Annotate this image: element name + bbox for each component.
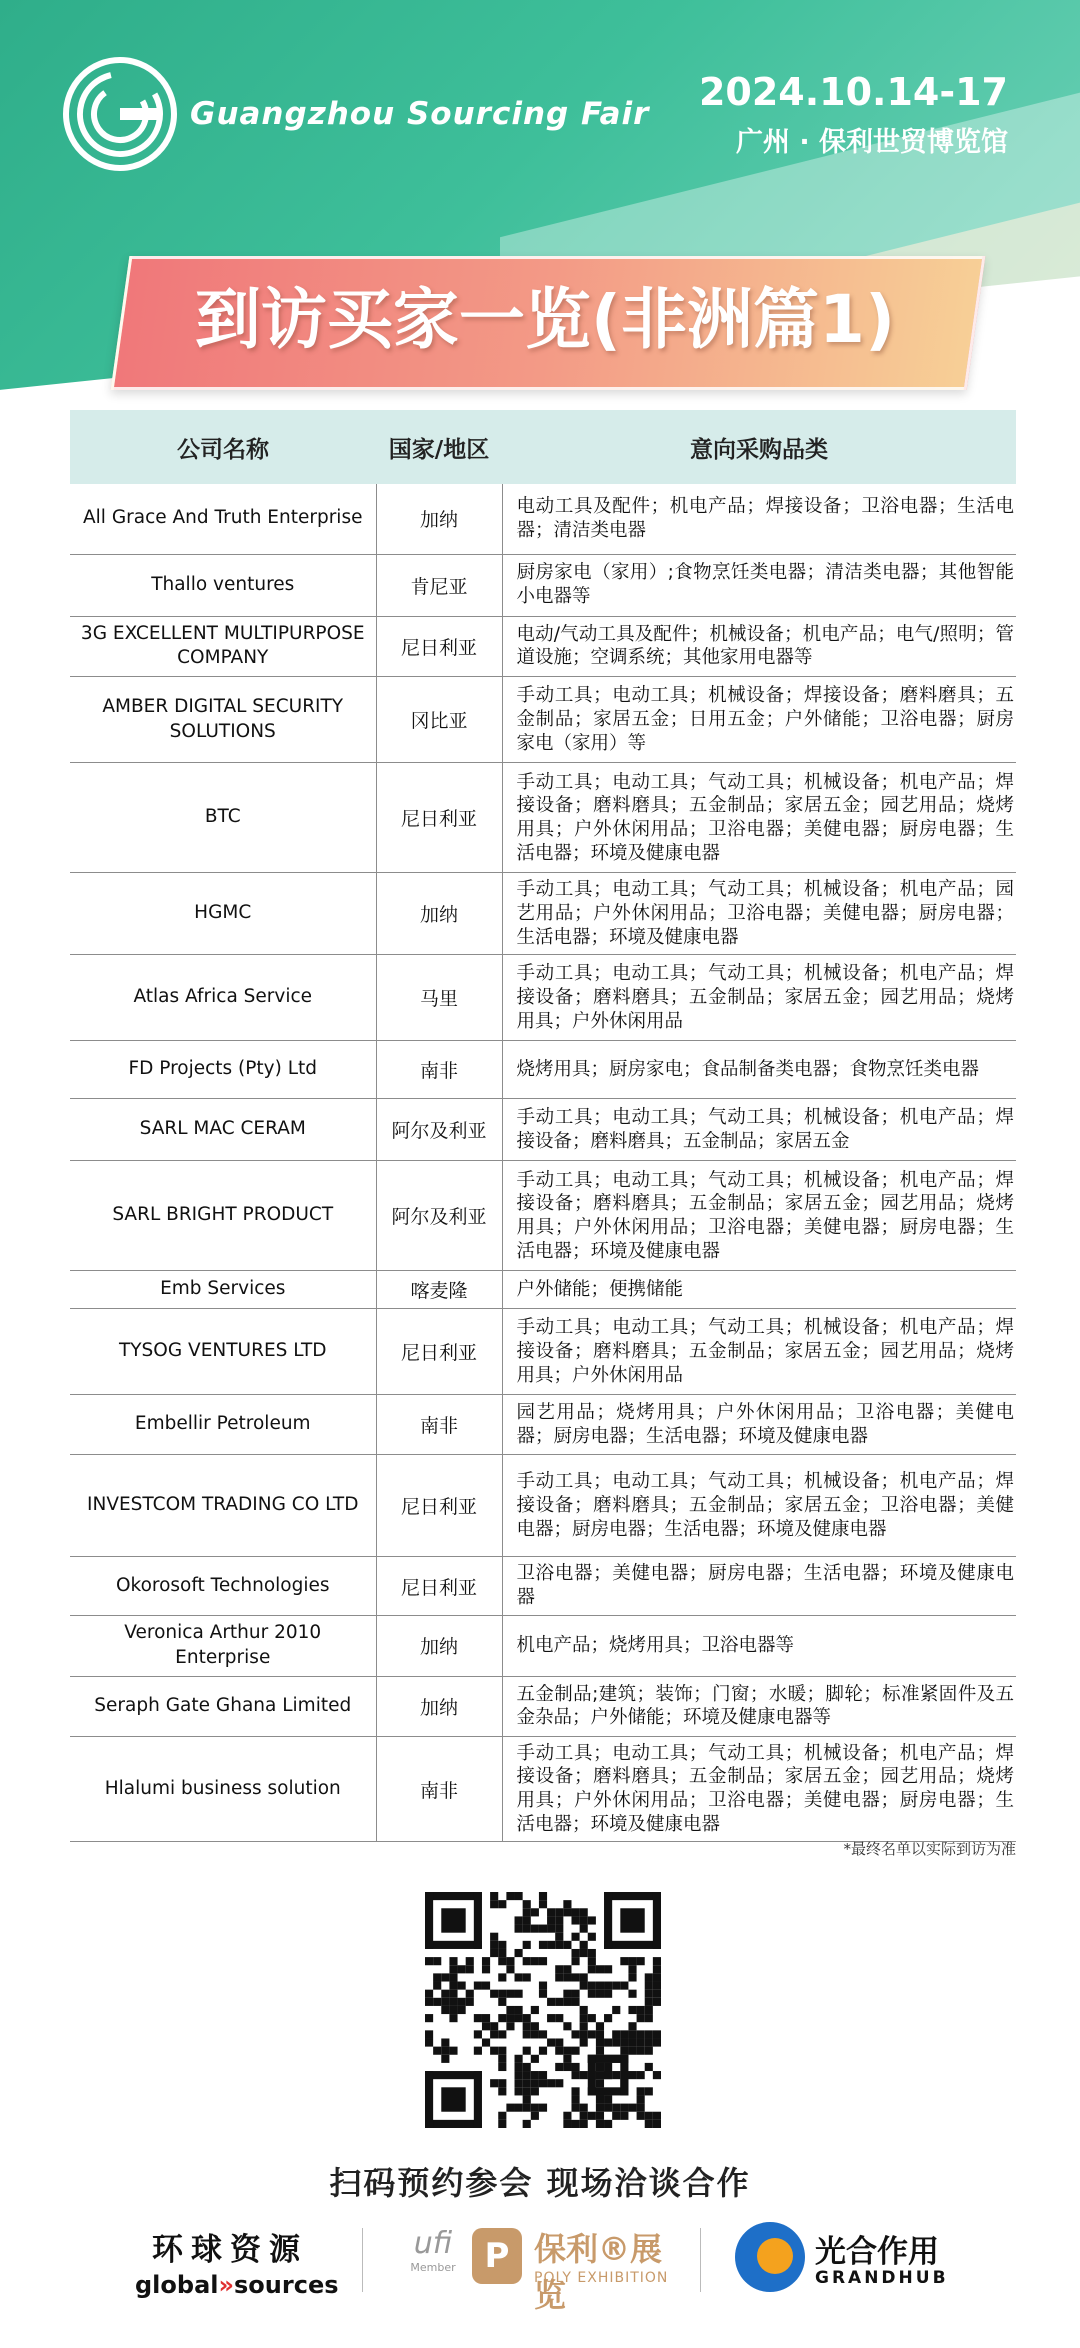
categories-cell: 户外储能；便携储能: [502, 1271, 1016, 1309]
event-date: 2024.10.14-17: [698, 70, 1008, 114]
country-cell: 南非: [376, 1736, 502, 1842]
grandhub-icon-inner: [757, 2238, 793, 2274]
company-cell: Seraph Gate Ghana Limited: [70, 1676, 376, 1736]
country-cell: 马里: [376, 955, 502, 1041]
table-row: [70, 1736, 1016, 1842]
table-row: [70, 1161, 1016, 1271]
categories-cell: 手动工具；电动工具；气动工具；机械设备；机电产品；焊接设备；磨料磨具；五金制品；家居五金；园艺用品；烧烤用具；户外休闲用品；卫浴电器；美健电器；厨房电器；生活电器；环境及健康电器: [502, 1736, 1016, 1842]
global-sources-en: global»sources: [135, 2271, 339, 2299]
categories-cell: 手动工具；电动工具；气动工具；机械设备；机电产品；焊接设备；磨料磨具；五金制品；家居五金；园艺用品；烧烤用具；户外休闲用品: [502, 1309, 1016, 1395]
country-cell: 阿尔及利亚: [376, 1099, 502, 1161]
company-cell: SARL MAC CERAM: [70, 1099, 376, 1161]
company-cell: Embellir Petroleum: [70, 1395, 376, 1455]
table-row: [70, 1395, 1016, 1455]
header-company: 公司名称: [70, 410, 376, 484]
categories-cell: 手动工具；电动工具；气动工具；机械设备；机电产品；焊接设备；磨料磨具；五金制品；家居五金；园艺用品；烧烤用具；户外休闲用品；卫浴电器；美健电器；厨房电器；生活电器；环境及健康电器: [502, 763, 1016, 873]
table-row: [70, 873, 1016, 955]
header-country: 国家/地区: [376, 410, 502, 484]
company-cell: 3G EXCELLENT MULTIPURPOSE COMPANY: [70, 616, 376, 677]
table-row: [70, 1455, 1016, 1557]
global-sources-en-a: global: [135, 2271, 219, 2299]
header-categories: 意向采购品类: [502, 410, 1016, 484]
company-cell: Veronica Arthur 2010 Enterprise: [70, 1615, 376, 1676]
table-row: [70, 1557, 1016, 1615]
categories-cell: 电动工具及配件；机电产品；焊接设备；卫浴电器；生活电器；清洁类电器: [502, 484, 1016, 554]
ufi-text: ufi: [413, 2226, 453, 2261]
company-cell: All Grace And Truth Enterprise: [70, 484, 376, 554]
table-row: [70, 955, 1016, 1041]
company-cell: AMBER DIGITAL SECURITY SOLUTIONS: [70, 677, 376, 763]
grandhub-logo: [735, 2222, 965, 2296]
categories-cell: 手动工具；电动工具；气动工具；机械设备；机电产品；焊接设备；磨料磨具；五金制品；家居五金；园艺用品；烧烤用具；户外休闲用品: [502, 955, 1016, 1041]
country-cell: 尼日利亚: [376, 1557, 502, 1615]
slogan: 扫码预约参会 现场洽谈合作: [329, 2164, 751, 2202]
country-cell: 尼日利亚: [376, 616, 502, 677]
footer-logos: [0, 2218, 1080, 2318]
buyer-table: [70, 410, 1016, 1842]
table-row: [70, 763, 1016, 873]
country-cell: 喀麦隆: [376, 1271, 502, 1309]
table-row: [70, 677, 1016, 763]
page-title: 到访买家一览(非洲篇1): [194, 281, 896, 358]
categories-cell: 手动工具；电动工具；气动工具；机械设备；机电产品；焊接设备；磨料磨具；五金制品；家居五金；卫浴电器；美健电器；厨房电器；生活电器；环境及健康电器: [502, 1455, 1016, 1557]
fair-logo-icon: [62, 56, 178, 172]
categories-cell: 园艺用品；烧烤用具；户外休闲用品；卫浴电器；美健电器；厨房电器；生活电器；环境及健康电器: [502, 1395, 1016, 1455]
table-row: [70, 554, 1016, 616]
global-sources-cn: 环球资源: [152, 2232, 308, 2268]
company-cell: Atlas Africa Service: [70, 955, 376, 1041]
country-cell: 肯尼亚: [376, 554, 502, 616]
ufi-member: Member: [410, 2261, 456, 2274]
company-cell: BTC: [70, 763, 376, 873]
brand-name: Guangzhou Sourcing Fair: [190, 96, 650, 132]
company-cell: Emb Services: [70, 1271, 376, 1309]
table-row: [70, 484, 1016, 554]
country-cell: 加纳: [376, 873, 502, 955]
grandhub-cn: 光合作用: [815, 2234, 939, 2270]
table-row: [70, 616, 1016, 677]
poly-en: POLY EXHIBITION: [534, 2270, 669, 2286]
country-cell: 尼日利亚: [376, 1455, 502, 1557]
qr-code-icon[interactable]: [425, 1892, 661, 2128]
country-cell: 南非: [376, 1395, 502, 1455]
ufi-logo: [405, 2226, 461, 2274]
country-cell: 尼日利亚: [376, 763, 502, 873]
company-cell: SARL BRIGHT PRODUCT: [70, 1161, 376, 1271]
table-row: [70, 1676, 1016, 1736]
country-cell: 加纳: [376, 1615, 502, 1676]
company-cell: INVESTCOM TRADING CO LTD: [70, 1455, 376, 1557]
grandhub-en: GRANDHUB: [815, 2268, 949, 2288]
table-row: [70, 1309, 1016, 1395]
categories-cell: 手动工具；电动工具；气动工具；机械设备；机电产品；焊接设备；磨料磨具；五金制品；家居五金；园艺用品；烧烤用具；户外休闲用品；卫浴电器；美健电器；厨房电器；生活电器；环境及健康电器: [502, 1161, 1016, 1271]
poly-cn: 保利®展览: [534, 2230, 663, 2314]
company-cell: Hlalumi business solution: [70, 1736, 376, 1842]
company-cell: TYSOG VENTURES LTD: [70, 1309, 376, 1395]
categories-cell: 五金制品;建筑；装饰；门窗；水暖；脚轮；标准紧固件及五金杂品；户外储能；环境及健康电器等: [502, 1676, 1016, 1736]
table-header-row: [70, 410, 1016, 484]
categories-cell: 手动工具；电动工具；气动工具；机械设备；机电产品；焊接设备；磨料磨具；五金制品；家居五金: [502, 1099, 1016, 1161]
table-row: [70, 1099, 1016, 1161]
poly-exhibition-logo: [472, 2224, 672, 2314]
country-cell: 阿尔及利亚: [376, 1161, 502, 1271]
event-venue: 广州 · 保利世贸博览馆: [735, 127, 1008, 158]
country-cell: 加纳: [376, 484, 502, 554]
global-sources-en-b: sources: [234, 2271, 339, 2299]
company-cell: Okorosoft Technologies: [70, 1557, 376, 1615]
categories-cell: 卫浴电器；美健电器；厨房电器；生活电器；环境及健康电器: [502, 1557, 1016, 1615]
table-row: [70, 1271, 1016, 1309]
country-cell: 南非: [376, 1041, 502, 1099]
table-row: [70, 1041, 1016, 1099]
country-cell: 冈比亚: [376, 677, 502, 763]
company-cell: Thallo ventures: [70, 554, 376, 616]
divider: [700, 2228, 701, 2292]
company-cell: FD Projects (Pty) Ltd: [70, 1041, 376, 1099]
divider: [362, 2228, 363, 2292]
global-sources-logo: [135, 2224, 339, 2299]
categories-cell: 厨房家电（家用）;食物烹饪类电器；清洁类电器；其他智能小电器等: [502, 554, 1016, 616]
categories-cell: 手动工具；电动工具；机械设备；焊接设备；磨料磨具；五金制品；家居五金；日用五金；户外储能；卫浴电器；厨房家电（家用）等: [502, 677, 1016, 763]
table-row: [70, 1615, 1016, 1676]
country-cell: 尼日利亚: [376, 1309, 502, 1395]
categories-cell: 烧烤用具；厨房家电；食品制备类电器；食物烹饪类电器: [502, 1041, 1016, 1099]
categories-cell: 电动/气动工具及配件；机械设备；机电产品；电气/照明；管道设施；空调系统；其他家用电器等: [502, 616, 1016, 677]
categories-cell: 机电产品；烧烤用具；卫浴电器等: [502, 1615, 1016, 1676]
footnote: *最终名单以实际到访为准: [843, 1840, 1016, 1858]
country-cell: 加纳: [376, 1676, 502, 1736]
company-cell: HGMC: [70, 873, 376, 955]
categories-cell: 手动工具；电动工具；气动工具；机械设备；机电产品；园艺用品；户外休闲用品；卫浴电器；美健电器；厨房电器；生活电器；环境及健康电器: [502, 873, 1016, 955]
poly-icon: P: [472, 2228, 522, 2284]
